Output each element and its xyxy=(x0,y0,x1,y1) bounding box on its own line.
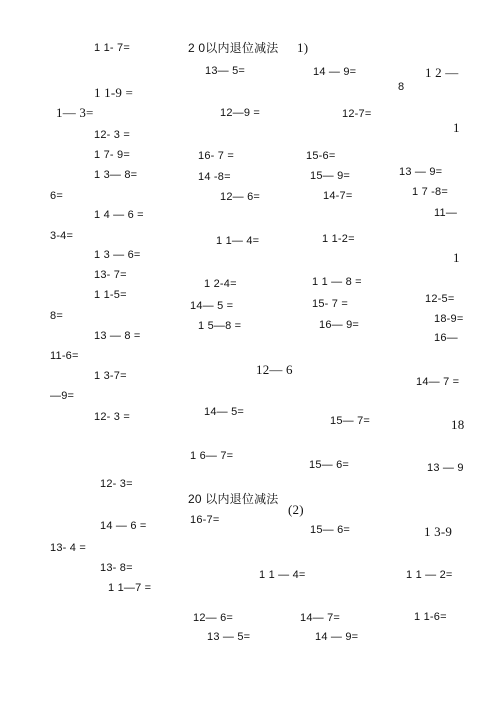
problem: 1 1-9 = xyxy=(94,85,134,100)
problem: 12—9 = xyxy=(220,107,261,119)
problem: 12- 3 = xyxy=(94,411,130,423)
problem: 11-6= xyxy=(50,350,79,362)
problem: 13 — 5= xyxy=(207,631,251,643)
problem: 14 — 6 = xyxy=(100,520,147,532)
problem: 1 xyxy=(453,250,460,265)
problem: 14 — 9= xyxy=(313,66,357,78)
problem: 16- 7 = xyxy=(198,150,234,162)
problem: 13- 7= xyxy=(94,269,127,281)
problem: 1 2-4= xyxy=(204,278,237,290)
problem: 12— 6= xyxy=(220,191,261,203)
problem: 18 xyxy=(451,417,465,432)
problem: 13 — 9 xyxy=(427,462,464,474)
problem: 11— xyxy=(434,207,458,219)
problem: 1 3— 8= xyxy=(94,169,138,181)
problem: 12- 3= xyxy=(100,478,133,490)
problem: 14— 5= xyxy=(204,406,245,418)
problem: 14 — 9= xyxy=(315,631,359,643)
problem: 1 3-9 xyxy=(424,524,453,539)
problem: 1— 3= xyxy=(56,105,94,120)
problem: 12-7= xyxy=(342,108,372,120)
problem: 1 1- 7= xyxy=(94,42,130,54)
problem: 13 — 8 = xyxy=(94,330,141,342)
problem: 15— 6= xyxy=(310,524,351,536)
problem: 14— 5 = xyxy=(190,300,234,312)
problem: 8 xyxy=(398,81,405,93)
problem: 13— 5= xyxy=(205,65,246,77)
problem: 12-5= xyxy=(425,293,455,305)
problem: 6= xyxy=(50,190,63,202)
problem: 1 4 — 6 = xyxy=(94,209,144,221)
problem: 12- 3 = xyxy=(94,129,130,141)
problem: 15— 9= xyxy=(310,170,351,182)
worksheet-title-1: 2 0以内退位减法 xyxy=(188,41,279,55)
problem: 15-6= xyxy=(306,150,336,162)
problem: 1 2 — xyxy=(425,65,459,80)
problem: 1 3 — 6= xyxy=(94,249,141,261)
problem: 16-7= xyxy=(190,514,220,526)
problem: 1 1— 4= xyxy=(216,235,260,247)
problem: 1 1-6= xyxy=(414,611,447,623)
problem: 8= xyxy=(50,310,63,322)
worksheet-title-2: 20 以内退位减法 xyxy=(188,492,279,506)
problem: 13 — 9= xyxy=(399,166,443,178)
problem: 1 1 — 2= xyxy=(406,569,453,581)
worksheet-title-2-number: (2) xyxy=(288,502,304,517)
problem: 14— 7 = xyxy=(416,376,460,388)
problem: —9= xyxy=(50,390,75,402)
problem: 1 1—7 = xyxy=(108,582,152,594)
worksheet-title-1-number: 1) xyxy=(297,40,309,55)
problem: 16— 9= xyxy=(319,319,360,331)
problem: 13- 4 = xyxy=(50,542,86,554)
problem: 3-4= xyxy=(50,230,74,242)
problem: 1 1 — 8 = xyxy=(312,276,362,288)
problem: 1 1-2= xyxy=(322,233,355,245)
problem: 1 7- 9= xyxy=(94,149,130,161)
problem: 16— xyxy=(434,332,458,344)
problem: 1 1 — 4= xyxy=(259,569,306,581)
problem: 1 xyxy=(453,120,460,135)
problem: 14 -8= xyxy=(198,171,231,183)
problem: 1 5—8 = xyxy=(198,320,242,332)
problem: 1 7 -8= xyxy=(412,186,448,198)
problem: 18-9= xyxy=(434,313,464,325)
problem: 15— 6= xyxy=(309,459,350,471)
problem: 14— 7= xyxy=(300,612,341,624)
problem: 14-7= xyxy=(323,190,353,202)
problem: 15- 7 = xyxy=(312,298,348,310)
problem: 1 6— 7= xyxy=(190,450,234,462)
problem: 15— 7= xyxy=(330,415,371,427)
problem: 12— 6 xyxy=(256,362,293,377)
problem: 13- 8= xyxy=(100,562,133,574)
problem: 1 1-5= xyxy=(94,289,127,301)
problem: 1 3-7= xyxy=(94,370,127,382)
problem: 12— 6= xyxy=(193,612,234,624)
